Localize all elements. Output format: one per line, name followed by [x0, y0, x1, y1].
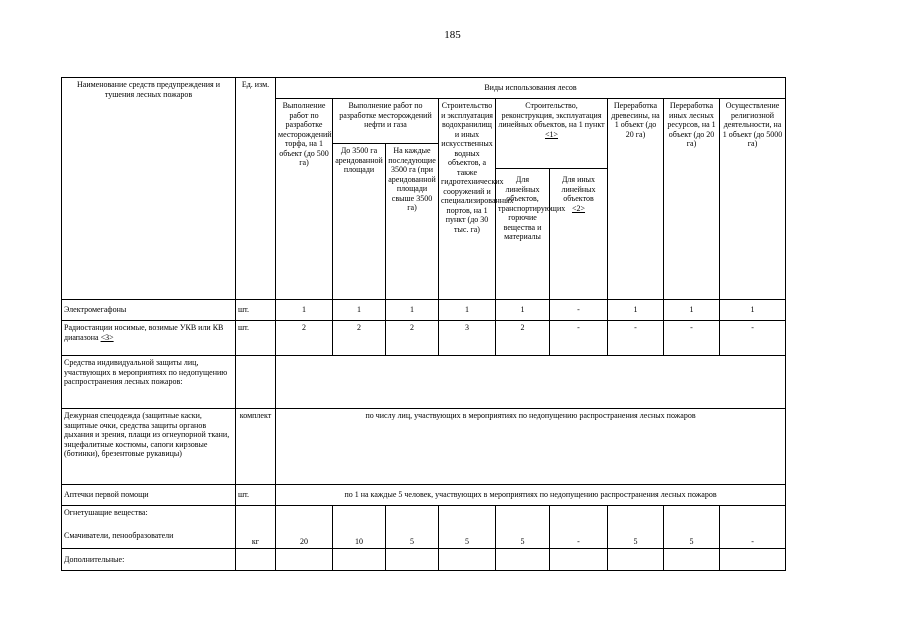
- row-unit: [236, 356, 276, 409]
- cell-value: -: [608, 321, 664, 356]
- cell-value: 5: [664, 506, 720, 549]
- table-row: [62, 321, 786, 356]
- cell-value: 1: [386, 300, 439, 321]
- cell-value: 1: [439, 300, 496, 321]
- cell-value: 5: [608, 506, 664, 549]
- row-name: [62, 506, 236, 549]
- row-name: Электромегафоны: [62, 300, 236, 321]
- cell-value: -: [550, 506, 608, 549]
- cell-value: -: [720, 321, 786, 356]
- page-number: 185: [444, 29, 461, 41]
- cell-empty: [720, 549, 786, 571]
- footnote-link-2[interactable]: <2>: [571, 203, 586, 213]
- header-col-religious: Осуществление религиозной деятельности, на 1 объект (до 5000 га): [720, 99, 786, 300]
- cell-empty: [276, 549, 333, 571]
- row-name: Средства индивидуальной защиты лиц, участвующих в мероприятиях по недопущению распространения лесных пожаров:: [62, 356, 236, 409]
- row-unit: кг: [236, 506, 276, 549]
- header-col-oil-gas-b: На каждые последующие 3500 га (при арендованной площади свыше 3500 га): [386, 144, 439, 300]
- row-span-text: по 1 на каждые 5 человек, участвующих в мероприятиях по недопущению распространения лесных пожаров: [276, 485, 786, 506]
- cell-value: 2: [333, 321, 386, 356]
- cell-value: 20: [276, 506, 333, 549]
- row-name: Дежурная спецодежда (защитные каски, защитные очки, средства защиты органов дыхания и зрения, плащи из огнеупорной ткани, энцефалитные костюмы, сапоги кирзовые (ботинки), брезентовые рукавицы): [62, 409, 236, 485]
- row-unit: шт.: [236, 485, 276, 506]
- header-col-wood: Переработка древесины, на 1 объект (до 20 га): [608, 99, 664, 300]
- row-name: Аптечки первой помощи: [62, 485, 236, 506]
- header-col-linear-a: Для линейных объектов, транспортирующих горючие вещества и материалы: [496, 169, 550, 300]
- cell-empty: [608, 549, 664, 571]
- cell-value: 2: [276, 321, 333, 356]
- table-row: [62, 409, 786, 485]
- cell-value: 2: [386, 321, 439, 356]
- row-unit: шт.: [236, 300, 276, 321]
- header-col-linear: [496, 99, 608, 169]
- cell-empty: [386, 549, 439, 571]
- cell-value: 1: [276, 300, 333, 321]
- cell-empty: [664, 549, 720, 571]
- row-unit: комплект: [236, 409, 276, 485]
- table-row: [62, 300, 786, 321]
- table-row: [62, 356, 786, 409]
- footnote-link-3[interactable]: <3>: [100, 332, 114, 342]
- table-row: [62, 549, 786, 571]
- cell-value: 1: [333, 300, 386, 321]
- header-col-linear-b-text: Для иных линейных объектов: [561, 175, 596, 203]
- cell-empty: [496, 549, 550, 571]
- header-col-linear-text: Строительство, реконструкция, эксплуатация линейных объектов, на 1 пункт: [498, 101, 605, 129]
- cell-value: -: [664, 321, 720, 356]
- table-row: [62, 485, 786, 506]
- row-span-text: по числу лиц, участвующих в мероприятиях по недопущению распространения лесных пожаров: [276, 409, 786, 485]
- cell-value: -: [550, 300, 608, 321]
- forest-fire-equipment-table: [61, 77, 786, 571]
- header-name-col: Наименование средств предупреждения и тушения лесных пожаров: [62, 78, 236, 300]
- header-group-title: Виды использования лесов: [276, 78, 786, 99]
- row-name-text: Огнетушащие вещества:: [64, 508, 148, 517]
- row-name: Дополнительные:: [62, 549, 236, 571]
- header-unit-col: Ед. изм.: [236, 78, 276, 300]
- row-name-sub: Смачиватели, пенообразователи: [64, 530, 174, 540]
- header-col-other-resources: Переработка иных лесных ресурсов, на 1 объект (до 20 га): [664, 99, 720, 300]
- header-col-linear-b: [550, 169, 608, 300]
- cell-empty: [236, 549, 276, 571]
- header-col-peat: Выполнение работ по разработке месторождений торфа, на 1 объект (до 500 га): [276, 99, 333, 300]
- table-row: [62, 506, 786, 549]
- cell-value: 5: [439, 506, 496, 549]
- cell-value: 5: [496, 506, 550, 549]
- cell-value: -: [550, 321, 608, 356]
- cell-value: 1: [664, 300, 720, 321]
- cell-empty: [333, 549, 386, 571]
- row-unit: шт.: [236, 321, 276, 356]
- cell-value: 3: [439, 321, 496, 356]
- cell-value: 5: [386, 506, 439, 549]
- footnote-link-1[interactable]: <1>: [544, 129, 559, 139]
- row-name-text: Радиостанции носимые, возимые УКВ или КВ диапазона: [64, 323, 224, 342]
- cell-value: 2: [496, 321, 550, 356]
- header-col-oil-gas-a: До 3500 га арендованной площади: [333, 144, 386, 300]
- cell-value: 10: [333, 506, 386, 549]
- row-name: [62, 321, 236, 356]
- row-empty-span: [276, 356, 786, 409]
- header-col-reservoirs: Строительство и эксплуатация водохранилищ и иных искусственных водных объектов, а также гидротехнических сооружений и специализированных портов, на 1 пункт (до 30 тыс. га): [439, 99, 496, 300]
- cell-empty: [550, 549, 608, 571]
- cell-value: 1: [608, 300, 664, 321]
- header-col-oil-gas: Выполнение работ по разработке месторождений нефти и газа: [333, 99, 439, 144]
- cell-value: 1: [496, 300, 550, 321]
- cell-value: 1: [720, 300, 786, 321]
- cell-empty: [439, 549, 496, 571]
- cell-value: -: [720, 506, 786, 549]
